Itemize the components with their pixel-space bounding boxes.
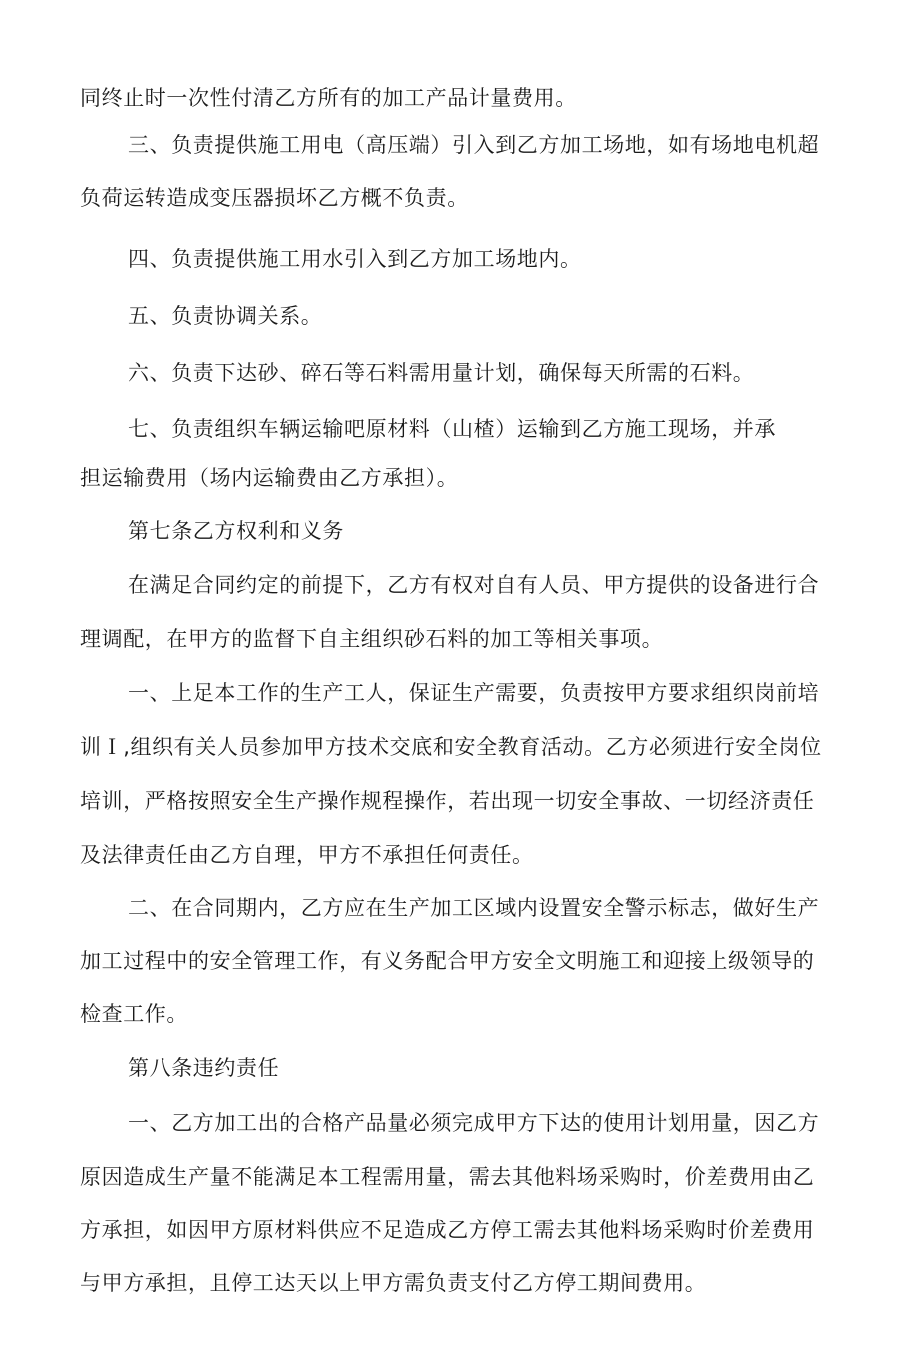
text-line: 检查工作。 [80,1002,188,1026]
text-line: 在满足合同约定的前提下，乙方有权对自有人员、甲方提供的设备进行合 [128,573,820,597]
text-line: 加工过程中的安全管理工作，有义务配合甲方安全文明施工和迎接上级领导的 [80,949,815,973]
text-line: 四、负责提供施工用水引入到乙方加工场地内。 [128,247,582,271]
text-line: 原因造成生产量不能满足本工程需用量，需去其他料场采购时，价差费用由乙 [80,1165,815,1189]
text-line: 方承担，如因甲方原材料供应不足造成乙方停工需去其他料场采购时价差费用 [80,1218,815,1242]
text-line: 七、负责组织车辆运输吧原材料（山楂）运输到乙方施工现场，并承 [128,417,776,441]
text-line: 培训，严格按照安全生产操作规程操作，若出现一切安全事故、一切经济责任 [80,789,815,813]
text-line: 二、在合同期内，乙方应在生产加工区域内设置安全警示标志，做好生产 [128,896,820,920]
text-line: 同终止时一次性付清乙方所有的加工产品计量费用。 [80,86,577,110]
section-heading: 第八条违约责任 [128,1056,280,1080]
text-line: 与甲方承担，且停工达天以上甲方需负责支付乙方停工期间费用。 [80,1271,707,1295]
text-line: 一、上足本工作的生产工人，保证生产需要，负责按甲方要求组织岗前培 [128,681,820,705]
text-line: 负荷运转造成变压器损坏乙方概不负责。 [80,186,469,210]
text-line: 六、负责下达砂、碎石等石料需用量计划，确保每天所需的石料。 [128,361,755,385]
text-line: 及法律责任由乙方自理，甲方不承担任何责任。 [80,843,534,867]
text-line: 五、负责协调关系。 [128,304,323,328]
text-line: 一、乙方加工出的合格产品量必须完成甲方下达的使用计划用量，因乙方 [128,1111,820,1135]
text-line: 理调配，在甲方的监督下自主组织砂石料的加工等相关事项。 [80,627,664,651]
text-line: 三、负责提供施工用电（高压端）引入到乙方加工场地，如有场地电机超 [128,133,820,157]
section-heading: 第七条乙方权利和义务 [128,519,344,543]
text-line: 担运输费用（场内运输费由乙方承担）。 [80,466,459,490]
text-line: 训Ｉ,组织有关人员参加甲方技术交底和安全教育活动。乙方必须进行安全岗位 [80,735,822,759]
